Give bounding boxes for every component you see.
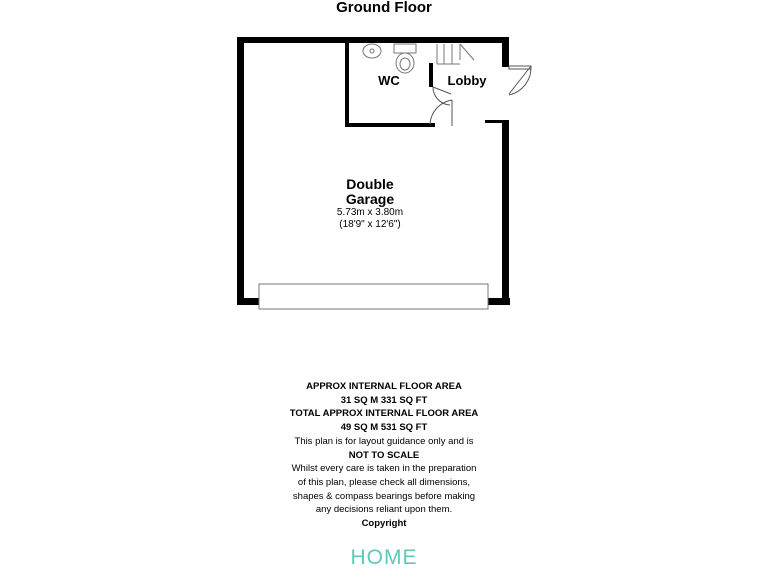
disclaimer-line-4: any decisions reliant upon them. (315, 504, 453, 516)
wc-wall-west (345, 43, 349, 127)
notes-block (184, 380, 584, 531)
wall-north (237, 37, 509, 43)
home-logo: HOME (350, 546, 418, 569)
entrance-door (509, 66, 531, 95)
area-heading: APPROX INTERNAL FLOOR AREA (306, 381, 462, 392)
wc-wall-south (345, 123, 435, 127)
room-label-lobby: Lobby (447, 73, 487, 88)
toilet-seat-icon (400, 58, 410, 70)
garage-dims-metric: 5.73m x 3.80m (336, 207, 404, 218)
wc-door (433, 87, 451, 105)
guidance-text: This plan is for layout guidance only and is (294, 435, 474, 447)
copyright-text: Copyright (361, 518, 407, 530)
stairs (437, 44, 474, 64)
wc-wall-east (429, 63, 433, 87)
room-label-garage-line2: Garage (345, 191, 395, 207)
wc-fixtures (363, 44, 416, 73)
garage-door (259, 284, 488, 309)
total-area-value: 49 SQ M 531 SQ FT (340, 422, 428, 434)
garage-dims-imperial: (18'9" x 12'6") (339, 219, 401, 230)
wall-south-left (237, 298, 259, 305)
wall-east-upper (502, 37, 509, 67)
wall-west (237, 37, 244, 305)
disclaimer-line-2: of this plan, please check all dimensions, (297, 476, 471, 488)
not-to-scale-text: NOT TO SCALE (348, 449, 420, 461)
lobby-wall-stub (485, 120, 502, 123)
wall-east-lower (502, 120, 509, 305)
basin-icon (363, 44, 381, 58)
total-area-heading: TOTAL APPROX INTERNAL FLOOR AREA (289, 408, 479, 420)
cistern-icon (394, 44, 416, 53)
lobby-door (430, 100, 452, 126)
room-label-wc: WC (378, 73, 400, 88)
room-label-garage-line1: Double (346, 176, 394, 192)
area-value: 31 SQ M 331 SQ FT (340, 394, 428, 406)
floor-title: Ground Floor (336, 0, 432, 16)
disclaimer-line-1: Whilst every care is taken in the preparation (291, 463, 477, 475)
disclaimer-line-3: shapes & compass bearings before making (292, 490, 476, 502)
